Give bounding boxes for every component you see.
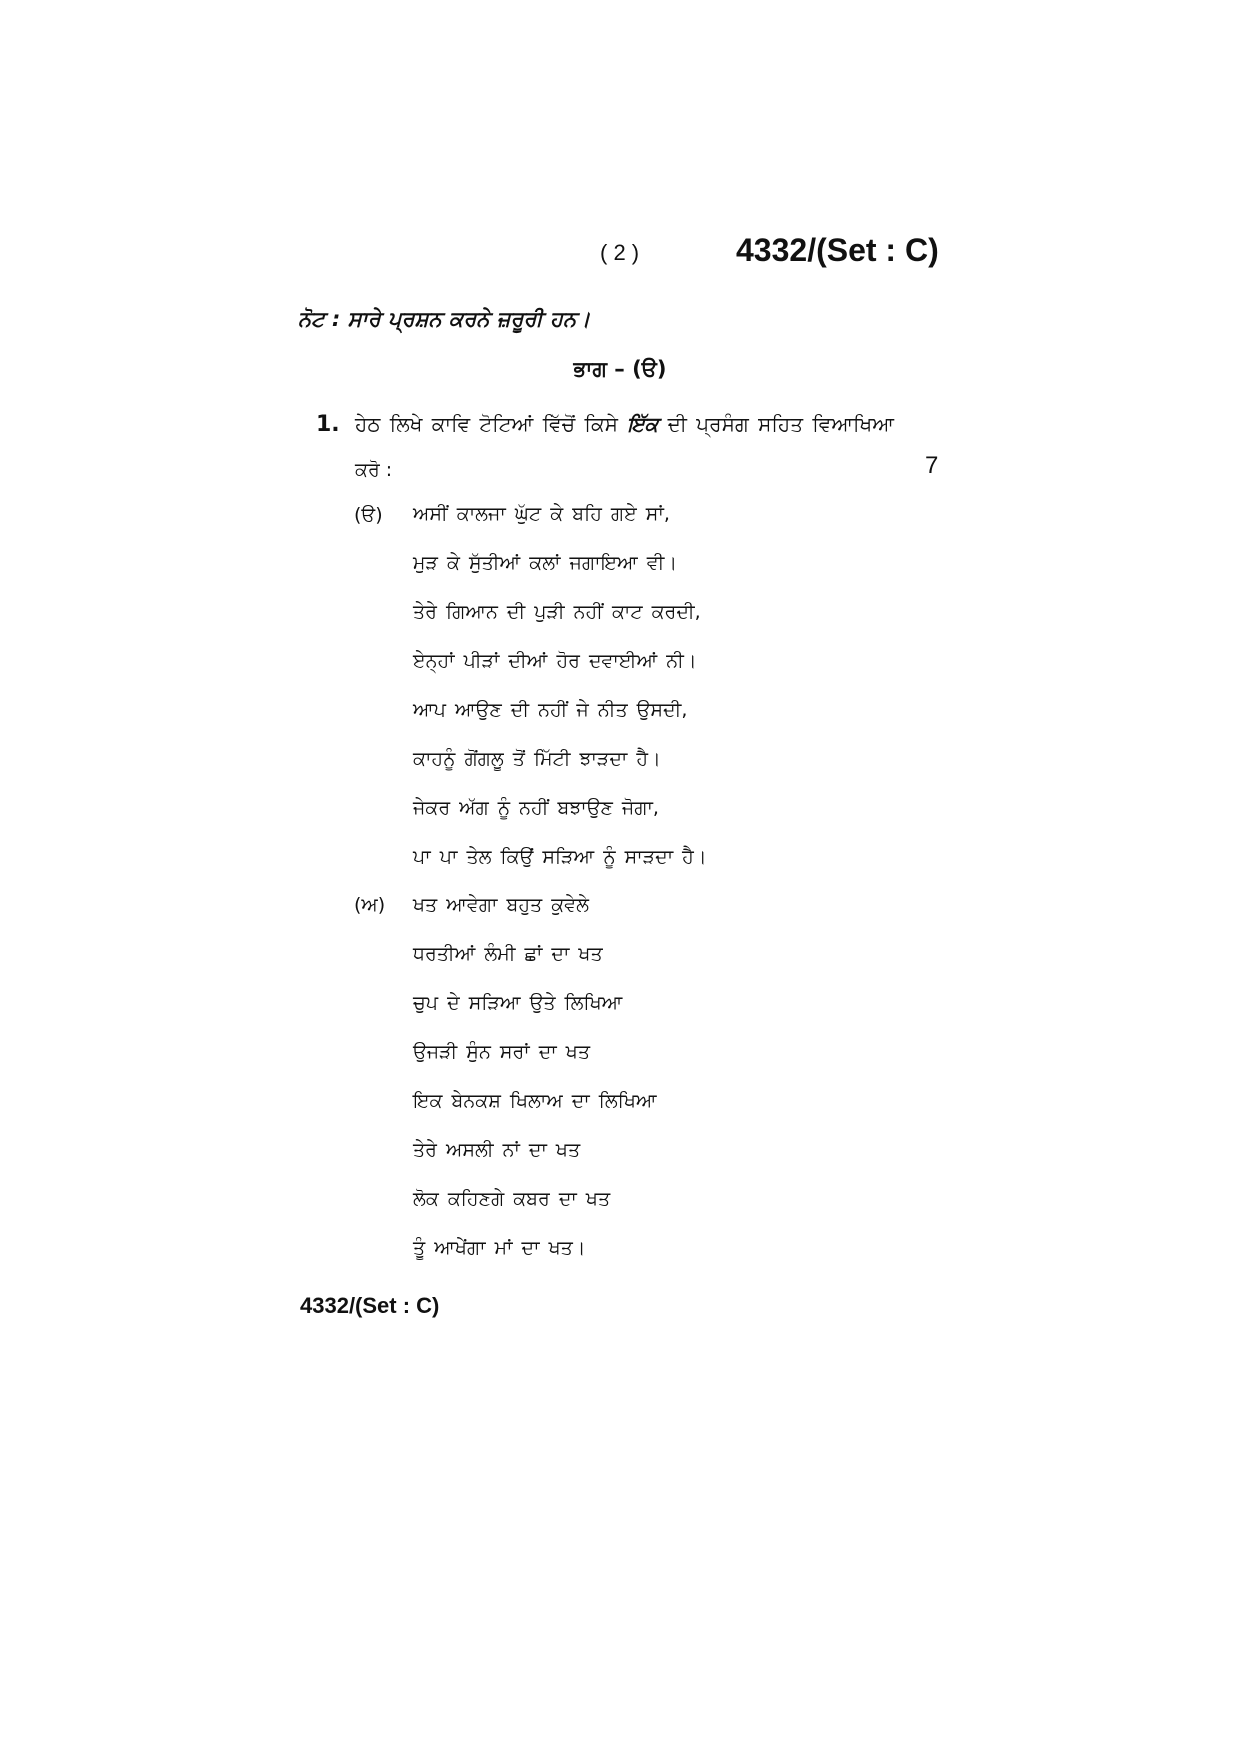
option-label-a: (ੳ) — [354, 504, 383, 526]
poem-line: ਧਰਤੀਆਂ ਲੰਮੀ ਛਾਂ ਦਾ ਖਤ — [413, 943, 603, 965]
poem-line: ਅਸੀਂ ਕਾਲਜਾ ਘੁੱਟ ਕੇ ਬਹਿ ਗਏ ਸਾਂ, — [413, 503, 670, 525]
question-number: 1. — [316, 412, 340, 437]
poem-line: ਤੇਰੇ ਗਿਆਨ ਦੀ ਪੁੜੀ ਨਹੀਂ ਕਾਟ ਕਰਦੀ, — [413, 601, 701, 623]
poem-line: ਤੇਰੇ ਅਸਲੀ ਨਾਂ ਦਾ ਖਤ — [413, 1139, 581, 1161]
poem-line: ਚੁਪ ਦੇ ਸੜਿਆ ਉਤੇ ਲਿਖਿਆ — [413, 992, 623, 1014]
option-label-b: (ਅ) — [354, 894, 386, 916]
poem-line: ਆਪ ਆਉਣ ਦੀ ਨਹੀਂ ਜੇ ਨੀਤ ਉਸਦੀ, — [413, 699, 688, 721]
poem-line: ਜੇਕਰ ਅੱਗ ਨੂੰ ਨਹੀਂ ਬਝਾਉਣ ਜੋਗਾ, — [413, 797, 659, 819]
paper-code-footer: 4332/(Set : C) — [300, 1293, 440, 1318]
instructions-note: ਨੋਟ : ਸਾਰੇ ਪ੍ਰਸ਼ਨ ਕਰਨੇ ਜ਼ਰੂਰੀ ਹਨ। — [298, 307, 591, 331]
question-text — [355, 412, 894, 436]
poem-line: ਏਨ੍ਹਾਂ ਪੀੜਾਂ ਦੀਆਂ ਹੋਰ ਦਵਾਈਆਂ ਨੀ। — [413, 650, 697, 672]
question-text-after: ਦੀ ਪ੍ਰਸੰਗ ਸਹਿਤ ਵਿਆਖਿਆ — [658, 412, 894, 436]
poem-line: ਮੁੜ ਕੇ ਸੁੱਤੀਆਂ ਕਲਾਂ ਜਗਾਇਆ ਵੀ। — [413, 552, 678, 574]
question-text-before: ਹੇਠ ਲਿਖੇ ਕਾਵਿ ਟੋਟਿਆਂ ਵਿੱਚੋਂ ਕਿਸੇ — [355, 412, 628, 436]
poem-line: ਤੂੰ ਆਖੇਂਗਾ ਮਾਂ ਦਾ ਖਤ। — [413, 1237, 586, 1259]
poem-line: ਕਾਹਨੂੰ ਗੋਂਗਲੂ ਤੋਂ ਮਿੱਟੀ ਝਾੜਦਾ ਹੈ। — [413, 748, 661, 770]
poem-line: ਖਤ ਆਵੇਗਾ ਬਹੁਤ ਕੁਵੇਲੇ — [413, 894, 589, 916]
poem-line: ਉਜੜੀ ਸੁੰਨ ਸਰਾਂ ਦਾ ਖਤ — [413, 1041, 590, 1063]
section-heading: ਭਾਗ – (ੳ) — [573, 357, 667, 381]
paper-code-header: 4332/(Set : C) — [736, 232, 939, 268]
question-text-emphasis: ਇੱਕ — [627, 412, 659, 436]
poem-line: ਪਾ ਪਾ ਤੇਲ ਕਿਉਂ ਸੜਿਆ ਨੂੰ ਸਾੜਦਾ ਹੈ। — [413, 846, 707, 868]
page-number: ( 2 ) — [600, 240, 640, 265]
question-text-line2: ਕਰੋ : — [355, 459, 393, 481]
poem-line: ਲੋਕ ਕਹਿਣਗੇ ਕਬਰ ਦਾ ਖਤ — [413, 1188, 611, 1210]
poem-line: ਇਕ ਬੇਨਕਸ਼ ਖਿਲਾਅ ਦਾ ਲਿਖਿਆ — [413, 1090, 657, 1112]
question-marks: 7 — [925, 452, 939, 479]
